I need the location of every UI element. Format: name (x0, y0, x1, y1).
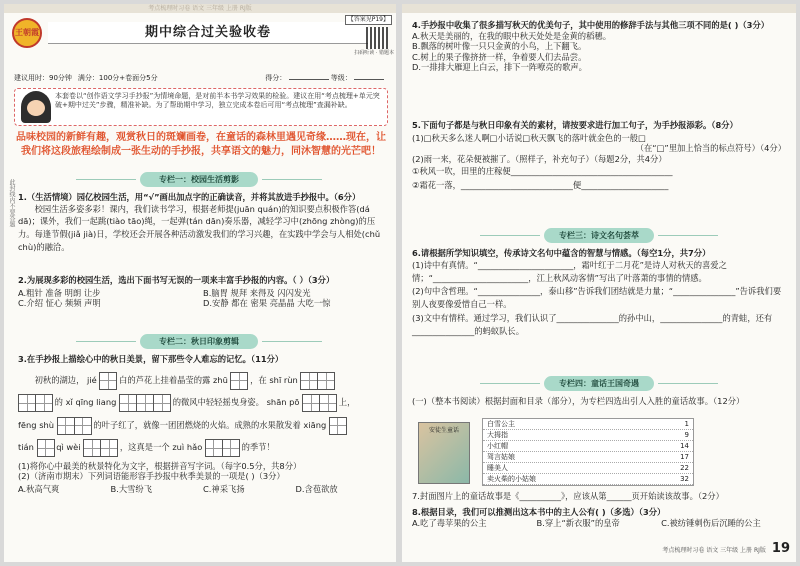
page-number: 19 (771, 541, 790, 557)
toc-row (483, 463, 693, 474)
q3-sub-2: (2)（济南市期末）下列词语能形容手抄报中秋季美景的一项是( )（3分） (18, 471, 285, 482)
toc-page: 14 (680, 442, 689, 450)
answer-box[interactable] (300, 372, 318, 390)
q4-option-b[interactable]: B.飘落的树叶像一只只金黄的小鸟，上下翻飞。 (412, 41, 587, 52)
q3-pinyin: tián (18, 442, 34, 453)
answer-box[interactable] (18, 394, 36, 412)
answer-box[interactable] (35, 394, 53, 412)
q3-pinyin: zhū (212, 374, 228, 385)
answer-box[interactable] (83, 439, 101, 457)
section-heading-2: 专栏二：秋日印象剪辑 (140, 334, 258, 349)
score-field: 得分： (265, 74, 287, 82)
q4-head: 4.手抄报中收集了很多描写秋天的优美句子，其中使用的修辞手法与其他三项不同的是( )（3分） (412, 20, 770, 30)
toc-row (483, 430, 693, 441)
book-cover-image (418, 422, 470, 484)
q3-pinyin: jié (87, 374, 97, 385)
q5-sentence-2a[interactable]: ①秋风一吹，田里的庄稼便_______________________________________ (412, 166, 673, 177)
q3-text: 初秋的湖边， (34, 374, 85, 385)
question-8 (412, 507, 786, 528)
q5-head: 5.下面句子都是与秋日印象有关的素材，请按要求进行加工句子，为手抄报添彩。（8分） (412, 120, 738, 130)
girl-avatar-icon (21, 91, 51, 123)
q3-sub-1: (1)将你心中最美的秋景特化为文字，根据拼音写字词。（每字0.5分，共8分） (18, 460, 302, 471)
q3-pinyin: qì wèi (56, 442, 81, 453)
toc-page: 17 (680, 453, 689, 461)
answer-box[interactable] (319, 394, 337, 412)
qr-code-icon[interactable] (366, 27, 388, 49)
toc-name: 驾言姑娘 (487, 453, 515, 461)
q3-option-d[interactable]: D.含苞欲放 (295, 483, 338, 494)
question-4 (412, 20, 786, 73)
time-label: 建议用时：90分钟 (14, 74, 72, 82)
page-title: 期中综合过关验收卷 (144, 25, 271, 40)
title-bar (48, 22, 368, 44)
toc-row (483, 441, 693, 452)
answer-box[interactable] (99, 372, 117, 390)
toc-name: 白雪公主 (487, 420, 515, 428)
toc-name: 大拇指 (487, 431, 508, 439)
right-page (402, 4, 796, 562)
toc-page: 1 (684, 420, 689, 428)
question-2 (18, 275, 388, 309)
q3-text: 的季节！ (241, 442, 275, 453)
q1-body[interactable]: 校园生活多姿多彩！课内，我们读书学习，根据老师提(juān quán)的知识要点积极作答(dá dā)；课外，我们一起跳(tiào tāo)绳，一起弹(tán dān)奏乐器，减轻学习中(zhōng zhòng)的压力。每逢节假(jiǎ jià)日，学校还会开展各种活动激发我们的学习兴趣，在实践中学会与人相处(chǔ chù)的融洽。 (18, 203, 381, 253)
q3-pinyin: fēng shù (18, 419, 55, 430)
q5-sentence-2: (2)雨一来，花朵便被摧了。（照样子，补充句子）（每题2分，共4分） (412, 153, 667, 164)
question-7[interactable]: 7.封面图片上的童话故事是《__________》，应该从第______页开始读该故事。（2分） (412, 491, 724, 501)
q3-pinyin: xǐ qīng liang (65, 397, 117, 408)
q3-text: 白的芦花上挂着晶莹的露 (119, 374, 211, 385)
toc-name: 卖火柴的小姑娘 (487, 475, 536, 483)
answer-box[interactable] (136, 394, 154, 412)
answer-box[interactable] (100, 439, 118, 457)
grade-field: 等级： (330, 74, 352, 82)
q3-pinyin: shān pō (266, 397, 300, 408)
q5-sentence-2b[interactable]: ②霜花一落，___________________________便_____________________ (412, 180, 669, 191)
q4-option-d[interactable]: D.一排排大雁迎上白云，排下一阵嘹亮的歌声。 (412, 62, 587, 73)
section-heading-3: 专栏三：诗文名句荟萃 (544, 228, 654, 243)
table-of-contents (482, 418, 694, 486)
q2-option-c[interactable]: C.介绍 怔心 频频 声明 (18, 298, 101, 309)
answer-box[interactable] (74, 417, 92, 435)
q3-pinyin: shī rùn (269, 374, 298, 385)
answer-box[interactable] (119, 394, 137, 412)
q2-head: 2.为展现多彩的校园生活，选出下面书写无误的一项来丰富手抄报的内容。（ ）（3分） (18, 275, 335, 285)
answer-box[interactable] (205, 439, 223, 457)
q3-option-b[interactable]: B.大雪纷飞 (110, 483, 153, 494)
tip-box (14, 88, 388, 126)
question-7-intro: (一)（整本书阅读）根据封面和目录（部分），为专栏四选出引人入胜的童话故事。（12分） (412, 396, 745, 406)
q3-pinyin: zuì hǎo (172, 442, 203, 453)
toc-name: 小红帽 (487, 442, 508, 450)
top-band: 考点梳理时习卷 语文 三年级 上册 RJ版 (4, 4, 396, 13)
q3-option-c[interactable]: C.神采飞扬 (203, 483, 245, 494)
tip-text: 本套卷以“创作语文学习手抄报”为情境命题，是对前半本书学习效果的检验。建议在用“考点梳理+单元突破+期中过关”步骤，精准补缺。为了帮助期中学习，独立完成本卷后可用“考点梳理”查漏补缺。 (55, 92, 380, 109)
q3-text: 的微风中轻轻摇曳身姿。 (172, 397, 264, 408)
q2-option-b[interactable]: B.脑胃 规拜 来得及 闪闪发光 (203, 287, 311, 298)
answer-box[interactable] (317, 372, 335, 390)
q8-head: 8.根据目录，我们可以推测出这本书中的主人公有( )（多选）（3分） (412, 507, 666, 517)
q3-option-a[interactable]: A.秋高气爽 (18, 483, 60, 494)
q6-sub-1[interactable]: (1)诗中有真情。“_______________________，霜叶红于二月花”是诗人对秋天的喜爱之情；“_______________________，江上秋风动客情”写出了叶落萧的事情的情感。 (412, 259, 727, 283)
toc-page: 32 (680, 475, 689, 483)
toc-row (483, 474, 693, 485)
answer-box[interactable] (57, 417, 75, 435)
q4-option-a[interactable]: A.秋天是美丽的，在我的眼中秋天处处是金黄的稻穗。 (412, 30, 611, 41)
q3-text: 上， (338, 397, 356, 408)
toc-page: 22 (680, 464, 689, 472)
toc-name: 睡美人 (487, 464, 508, 472)
q5-sentence-1[interactable]: (1)□秋天多么迷人啊□小话说□秋天飘飞的落叶就金色的一般□ (412, 132, 646, 143)
q3-text: 的 (54, 397, 63, 408)
q6-sub-3[interactable]: (3)文中有情样。通过学习，我们认识了_______________的孙中山，_______________的青蛙，还有_______________的蚂蚁队长。 (412, 312, 773, 336)
q3-text: ，这真是一个 (119, 442, 170, 453)
q6-head: 6.请根据所学知识填空，传承诗文名句中蕴含的智慧与情感。（每空1分，共7分） (412, 248, 711, 258)
question-6 (412, 248, 786, 338)
toc-row (483, 419, 693, 430)
question-1 (18, 192, 388, 254)
page-footer (662, 541, 790, 558)
section-heading-1: 专栏一：校园生活剪影 (140, 172, 258, 187)
q3-text: ，在 (250, 374, 267, 385)
question-5 (412, 120, 786, 191)
qr-caption: 扫码听读 · 错题本 (354, 50, 394, 56)
q2-option-d[interactable]: D.安静 都在 密果 亮晶晶 大吃一惊 (203, 298, 331, 309)
answer-box[interactable] (222, 439, 240, 457)
q3-head: 3.在手抄报上描绘心中的秋日美景，留下那些令人难忘的记忆。（11分） (18, 354, 284, 364)
q3-text: 的叶子红了，就像一团团燃烧的火焰。成熟的水果散发着 (93, 419, 301, 430)
section-heading-4: 专栏四：童话王国奇遇 (544, 376, 654, 391)
q3-pinyin: xiāng (303, 419, 327, 430)
question-3 (18, 354, 388, 494)
book-title: 安徒生童话 (428, 427, 459, 434)
answer-box[interactable] (153, 394, 171, 412)
answer-box[interactable] (329, 417, 347, 435)
q8-option-a[interactable]: A.吃了毒苹果的公主 (412, 517, 487, 528)
score-label: 满分：100分+卷面分5分 (77, 74, 158, 82)
q2-option-a[interactable]: A.粗针 准备 明朗 让步 (18, 287, 101, 298)
toc-page: 9 (684, 431, 689, 439)
q8-option-c[interactable]: C.被纺锤刺伤后沉睡的公主 (661, 517, 761, 528)
answer-box[interactable] (37, 439, 55, 457)
intro-text: 品味校园的新鲜有趣，观赏秋日的斑斓画卷，在童话的森林里遇见奇缘……现在，让我们将这段旅程绘制成一张生动的手抄报，共享语文的魅力，同沐智慧的光芒吧！ (16, 132, 386, 157)
score-fields (265, 74, 384, 83)
top-band-right (402, 4, 796, 13)
left-page (4, 4, 396, 562)
toc-row (483, 452, 693, 463)
side-note: 此封线内不要答题 (8, 179, 15, 227)
q5-sentence-1-note: （在“□”里加上恰当的标点符号）（4分） (635, 143, 786, 154)
answer-box[interactable] (230, 372, 248, 390)
brand-logo: 王朝霞 (12, 18, 42, 48)
q4-option-c[interactable]: C.树上的果子像挤挤一样，争着要人们去品尝。 (412, 51, 587, 62)
q6-sub-2[interactable]: (2)句中含哲理。“_______________，泰山移”告诉我们团结就是力量；“_______________”告诉我们要别人夜要像爱惜自己一样。 (412, 286, 782, 310)
answer-box[interactable] (302, 394, 320, 412)
q8-option-b[interactable]: B.穿上“新衣服”的皇帝 (536, 517, 620, 528)
footer-caption: 考点梳理时习卷 语文 三年级 上册 RJ版 (662, 547, 766, 555)
q1-head: 1.（生活情境）园亿校园生活，用“√”画出加点字的正确读音，并将其放进手抄报中。（6分） (18, 192, 361, 202)
answer-reference: 【答案见P19】 (345, 15, 392, 25)
